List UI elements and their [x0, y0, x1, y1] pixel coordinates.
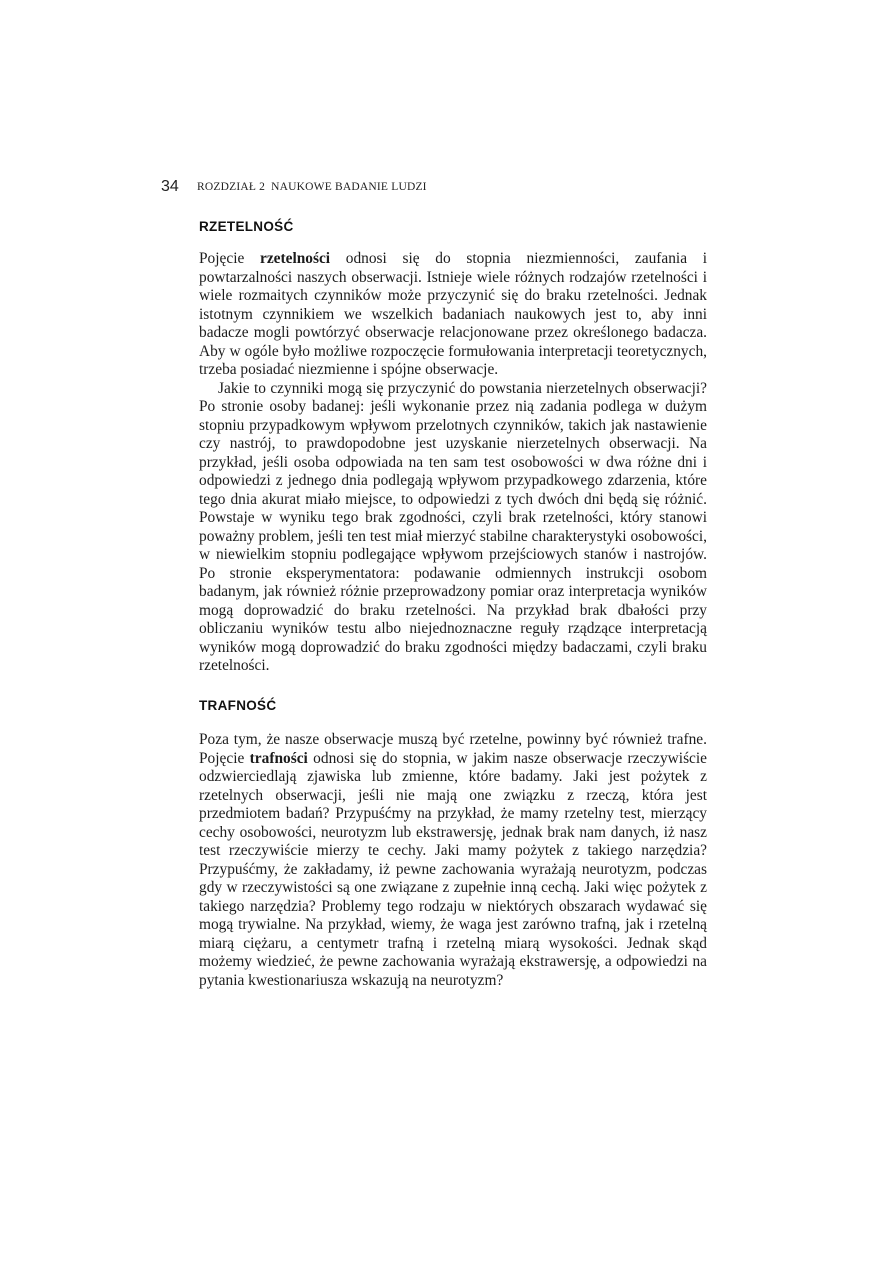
page-number: 34: [161, 178, 179, 195]
key-term: rzetelności: [260, 250, 331, 267]
section-reliability-body: [199, 250, 707, 676]
section-heading-validity: TRAFNOŚĆ: [199, 698, 277, 713]
chapter-label: [197, 181, 427, 193]
chapter-number: ROZDZIAŁ 2: [197, 181, 266, 193]
paragraph-text: Pojęcie: [199, 250, 260, 267]
key-term: trafności: [249, 749, 308, 767]
section-validity: [199, 697, 707, 715]
paragraph: [199, 250, 707, 380]
paragraph: Jakie to czynniki mogą się przyczynić do powstania nierzetelnych obserwacji? Po stronie osoby badanej: jeśli wykonanie przez nią zadania podlega w dużym stopniu przypadkowym wpływom przelotnych czynników, takich jak nastawienie czy nastrój, to prawdopodobne jest uzyskanie nierzetelnych obserwacji. Na przykład, jeśli osoba odpowiada na ten sam test osobowości w dwa różne dni i odpowiedzi z jednego dnia podlegają wpływom przypadkowego zdarzenia, które tego dnia akurat miało miejsce, to odpowiedzi z tych dwóch dni będą się różnić. Powstaje w wyniku tego brak zgodności, czyli brak rzetelności, który stanowi poważny problem, jeśli ten test miał mierzyć stabilne charakterystyki osobowości, w niewielkim stopniu podlegające wpływom przejściowych stanów i nastrojów. Po stronie eksperymentatora: podawanie odmiennych instrukcji osobom badanym, jak również różnie przeprowadzony pomiar oraz interpretacja wyników mogą doprowadzić do braku rzetelności. Na przykład brak dbałości przy obliczaniu wyników testu albo niejednoznaczne reguły rządzące interpretacją wyników mogą doprowadzić do braku zgodności między badaczami, czyli braku rzetelności.: [199, 379, 707, 674]
paragraph-text: Poza tym, że nasze obserwacje muszą być rzetelne, powinny być również trafne. Pojęcie: [199, 731, 707, 767]
section-reliability: [199, 218, 707, 236]
paragraph-text: odnosi się do stopnia niezmienności, zaufania i powtarzalności naszych obserwacji. Istnieje wiele różnych rodzajów rzetelności i wiele rozmaitych czynników może przyczynić się do braku rzetelności. Jednak istotnym czynnikiem we wszelkich badaniach naukowych jest to, aby inni badacze mogli powtórzyć obserwacje relacjonowane przez określonego badacza. Aby w ogóle było możliwe rozpoczęcie formułowania interpretacji teoretycznych, trzeba posiadać niezmienne i spójne obserwacje.: [199, 250, 708, 378]
chapter-title: NAUKOWE BADANIE LUDZI: [271, 181, 427, 193]
section-heading-reliability: RZETELNOŚĆ: [199, 219, 294, 234]
section-validity-body: [199, 731, 707, 990]
paragraph-text: odnosi się do stopnia, w jakim nasze obserwacje rzeczywiście odzwierciedlają zjawiska lub zmienne, które badamy. Jaki jest pożytek z rzetelnych obserwacji, jeśli nie mają one związku z rzeczą, która jest przedmiotem badań? Przypuśćmy na przykład, że mamy rzetelny test, mierzący cechy osobowości, neurotyzm lub ekstrawersję, jednak brak nam danych, iż nasz test rzeczywiście mierzy te cechy. Jaki mamy pożytek z takiego narzędzia? Przypuśćmy, że zakładamy, iż pewne zachowania wyrażają neurotyzm, podczas gdy w rzeczywistości są one związane z zupełnie inną cechą. Jaki więc pożytek z takiego narzędzia? Problemy tego rodzaju w niektórych obszarach wydawać się mogą trywialne. Na przykład, wiemy, że waga jest zarówno trafną, jak i rzetelną miarą ciężaru, a centymetr trafną i rzetelną miarą wysokości. Jednak skąd możemy wiedzieć, że pewne zachowania wyrażają ekstrawersję, a odpowiedzi na pytania kwestionariusza wskazują na neurotyzm?: [199, 749, 707, 989]
running-head: [161, 178, 721, 198]
paragraph: [199, 731, 707, 990]
